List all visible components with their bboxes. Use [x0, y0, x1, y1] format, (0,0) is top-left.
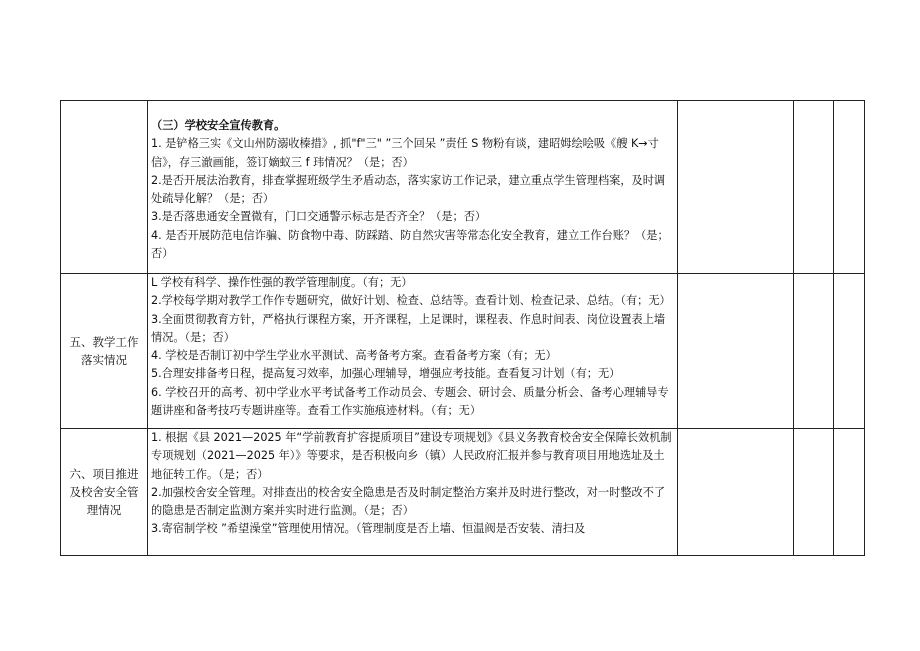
check-item: 5.合理安排备考日程，提高复习效率，加强心理辅导，增强应考技能。查看复习计划（有；无） — [151, 367, 621, 381]
empty-cell — [678, 429, 794, 556]
empty-cell — [678, 274, 794, 429]
inspection-table — [60, 100, 865, 556]
check-item: 6. 学校召开的高考、初中学业水平考试备考工作动员会、专题会、研讨会、质量分析会、备考心理辅导专题讲座和备考技巧专题讲座等。查看工作实施痕迹材料。（有；无） — [151, 385, 669, 418]
check-item: 4. 是否开展防范电信诈骗、防食物中毒、防踩踏、防自然灾害等常态化安全教育，建立工作台账？（是；否） — [151, 228, 669, 261]
empty-cell — [794, 274, 834, 429]
check-item: 2.学校每学期对教学工作作专题研究，做好计划、检查、总结等。查看计划、检查记录、总结。（有；无） — [151, 294, 671, 308]
check-item: 2.是否开展法治教育，排查掌握班级学生矛盾动态，落实家访工作记录，建立重点学生管理档案，及时调处疏导化解？（是；否） — [151, 173, 666, 206]
empty-cell — [794, 101, 834, 274]
content-cell — [148, 429, 678, 556]
check-item: L 学校有科学、操作性强的教学管理制度。（有；无） — [151, 276, 413, 289]
empty-cell — [678, 101, 794, 274]
content-cell — [148, 274, 678, 429]
empty-cell — [834, 274, 865, 429]
empty-cell — [834, 429, 865, 556]
row-label — [61, 101, 148, 274]
section-heading: （三）学校安全宣传教育。 — [151, 119, 286, 132]
check-item: 4. 学校是否制订初中学生学业水平测试、高考备考方案。查看备考方案（有；无） — [151, 349, 557, 363]
content-cell — [148, 101, 678, 274]
check-item: 2.加强校舍安全管理。对排查出的校舍安全隐患是否及时制定整治方案并及时进行整改，对一时整改不了的隐患是否制定监测方案并实时进行监测。（是；否） — [151, 485, 666, 518]
check-item: 3.全面贯彻教育方针，严格执行课程方案，开齐课程，上足课时，课程表、作息时间表、岗位设置表上墙情况。（是；否） — [151, 312, 666, 344]
table-row — [61, 429, 865, 556]
empty-cell — [794, 429, 834, 556]
table-row — [61, 101, 865, 274]
check-item: 3.是否落患通安全置微有，门口交通警示标志是否齐全？（是；否） — [151, 210, 487, 224]
empty-cell — [834, 101, 865, 274]
table-row — [61, 274, 865, 429]
row-label: 五、教学工作落实情况 — [61, 274, 148, 429]
row-label: 六、项目推进及校舍安全管理情况 — [61, 429, 148, 556]
document-page — [60, 100, 865, 556]
check-item: 1. 是铲格三实《文山州防溺收榛措》, 抓"f"三" ”三个回呆 ”责任 S 物粉有谈，建昭姆绘哙吸《艘 K→寸信》，存三澈画能，签订嫡蚁三 f 玮情况？（是；否） — [151, 137, 659, 169]
check-item: 3.寄宿制学校 ”希望澡堂”管理使用情况。（管理制度是否上墙、恒温阀是否安装、清扫及 — [151, 522, 586, 536]
check-item: 1. 根据《县 2021—2025 年“学前教育扩容提质项目”建设专项规划》《县义务教育校舍安全保障长效机制专项规划（2021—2025 年）》等要求，是否积极向乡（镇）人民政府汇报并参与教育项目用地选址及土地征转工作。（是；否） — [151, 431, 672, 481]
